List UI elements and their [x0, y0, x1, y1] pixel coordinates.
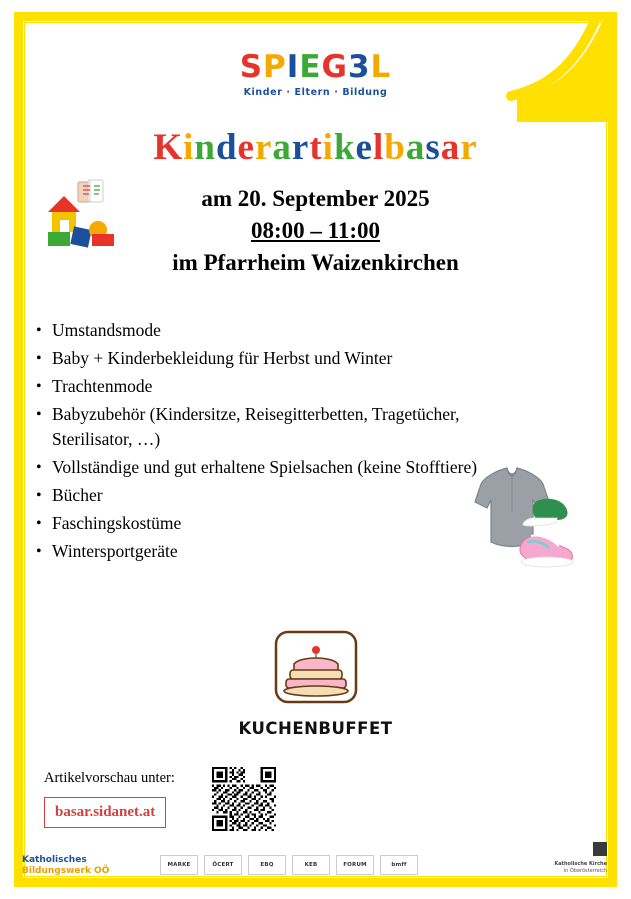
- partner-logo: FORUM: [336, 855, 374, 875]
- list-item-label: Babyzubehör (Kindersitze, Reisegitterbetten, Tragetücher, Sterilisator, …): [52, 404, 460, 449]
- partner-logo: KEB: [292, 855, 330, 875]
- event-place: im Pfarrheim Waizenkirchen: [172, 250, 459, 275]
- partner-logo: EBQ: [248, 855, 286, 875]
- partner-logo: ÖCERT: [204, 855, 242, 875]
- event-time: 08:00 – 11:00: [250, 218, 381, 243]
- event-date: am 20. September 2025: [201, 186, 430, 211]
- cake-icon: [268, 628, 364, 710]
- cake-buffet-label: KUCHENBUFFET: [238, 719, 393, 738]
- bullet-icon: •: [36, 487, 42, 504]
- bullet-icon: •: [36, 406, 42, 423]
- bullet-icon: •: [36, 322, 42, 339]
- list-item-label: Faschingskostüme: [52, 513, 182, 533]
- list-item: [36, 402, 506, 452]
- article-preview-label: Artikelvorschau unter:: [44, 770, 175, 786]
- list-item-label: Wintersportgeräte: [52, 541, 178, 561]
- qr-code[interactable]: [212, 767, 276, 831]
- partner-logo-strip: [160, 855, 418, 875]
- bullet-icon: •: [36, 543, 42, 560]
- spiegel-logo: [0, 49, 631, 98]
- page-title: Kinderartikelbasar: [153, 127, 478, 168]
- kbw-logo: [22, 855, 109, 877]
- bullet-icon: •: [36, 459, 42, 476]
- diocese-mark-icon: [593, 842, 607, 856]
- diocese-logo-line1: Katholische Kirche: [554, 861, 607, 867]
- list-item: [36, 346, 506, 371]
- kbw-logo-line1: Katholisches: [22, 855, 87, 865]
- list-item: [36, 374, 506, 399]
- list-item: [36, 455, 506, 480]
- kbw-logo-line2: Bildungswerk OÖ: [22, 866, 110, 876]
- bullet-icon: •: [36, 350, 42, 367]
- list-item: [36, 539, 506, 564]
- list-item: [36, 483, 506, 508]
- list-item: [36, 318, 506, 343]
- spiegel-logo-wordmark: SPIEG3L: [239, 49, 392, 85]
- article-preview-link[interactable]: basar.sidanet.at: [44, 797, 166, 828]
- bullet-icon: •: [36, 378, 42, 395]
- bullet-icon: •: [36, 515, 42, 532]
- list-item-label: Baby + Kinderbekleidung für Herbst und Winter: [52, 348, 393, 368]
- list-item: [36, 511, 506, 536]
- partner-logo: bmff: [380, 855, 418, 875]
- list-item-label: Vollständige und gut erhaltene Spielsachen (keine Stofftiere): [52, 457, 478, 477]
- article-preview-section: [44, 770, 214, 828]
- diocese-logo: [554, 842, 607, 875]
- accepted-items-list: [36, 318, 506, 567]
- childrens-clothing-photo: [469, 458, 589, 578]
- event-details: [0, 183, 631, 279]
- cake-buffet-section: [0, 628, 631, 738]
- spiegel-logo-tagline: Kinder · Eltern · Bildung: [243, 87, 388, 98]
- list-item-label: Trachtenmode: [52, 376, 153, 396]
- list-item-label: Bücher: [52, 485, 103, 505]
- partner-logo: MARKE: [160, 855, 198, 875]
- list-item-label: Umstandsmode: [52, 320, 161, 340]
- diocese-logo-line2: in Oberösterreich: [563, 868, 607, 874]
